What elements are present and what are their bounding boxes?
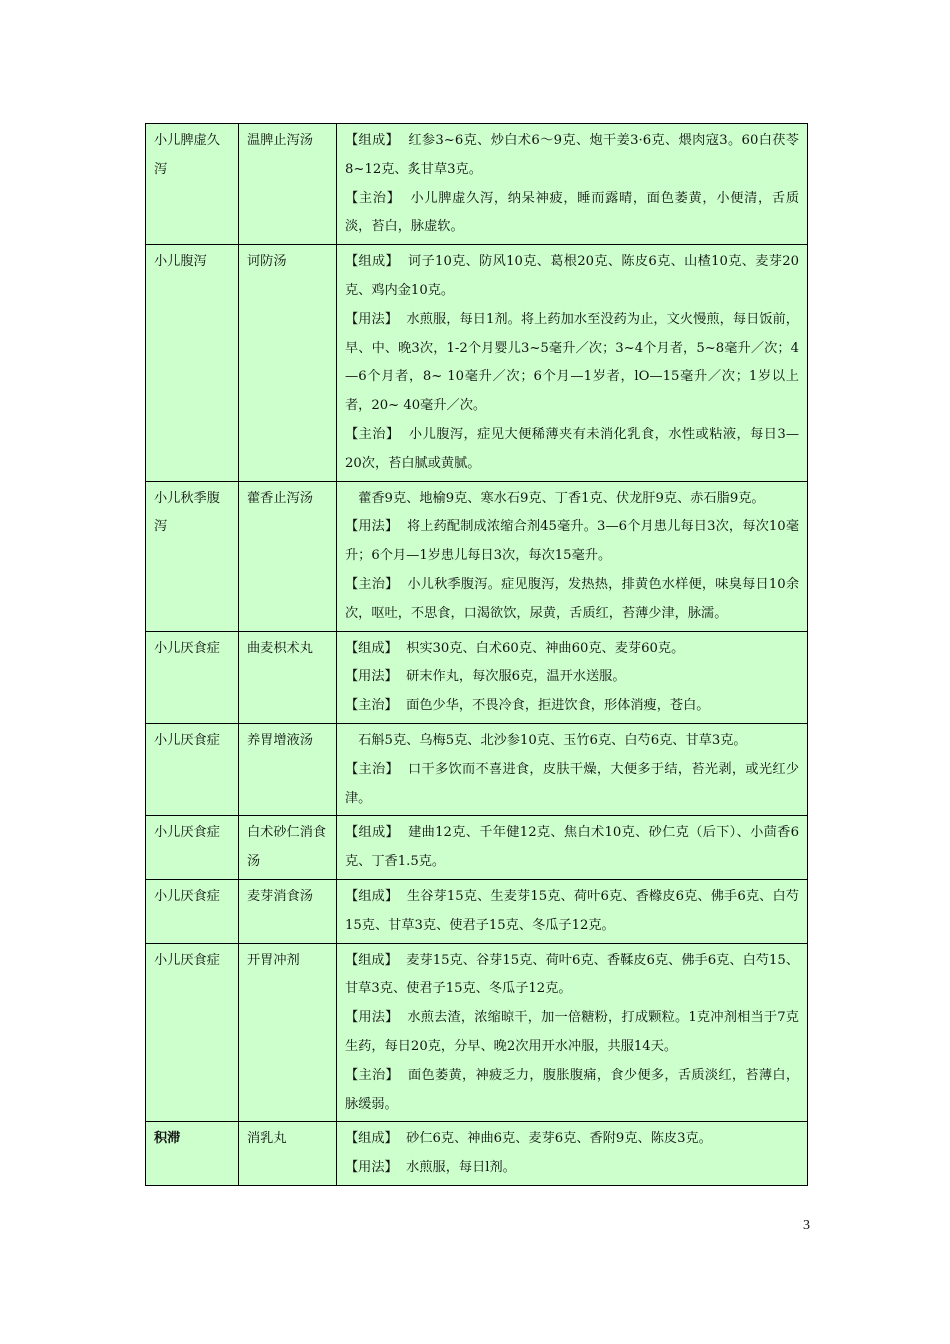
detail-paragraph bbox=[345, 485, 799, 514]
detail-paragraph bbox=[345, 571, 799, 629]
details-cell bbox=[337, 1122, 808, 1186]
disease-cell: 小儿厌食症 bbox=[146, 631, 239, 723]
section-tag: 【主治】 bbox=[345, 698, 398, 714]
table-row bbox=[146, 631, 808, 723]
detail-paragraph bbox=[345, 756, 799, 814]
detail-text: 面色少华，不畏冷食，拒进饮食，形体消瘦，苍白。 bbox=[406, 698, 710, 714]
table-row bbox=[146, 1122, 808, 1186]
formula-cell: 白术砂仁消食汤 bbox=[239, 816, 337, 880]
details-cell bbox=[337, 631, 808, 723]
section-tag: 【组成】 bbox=[345, 254, 400, 270]
section-tag: 【主治】 bbox=[345, 426, 400, 442]
detail-paragraph bbox=[345, 306, 799, 421]
detail-paragraph bbox=[345, 1125, 799, 1154]
section-tag: 【组成】 bbox=[345, 888, 399, 904]
detail-paragraph bbox=[345, 663, 799, 692]
details-cell bbox=[337, 723, 808, 815]
details-cell bbox=[337, 481, 808, 631]
detail-text: 枳实30克、白术60克、神曲60克、麦芽60克。 bbox=[406, 640, 685, 656]
section-tag: 【组成】 bbox=[345, 952, 398, 968]
detail-paragraph bbox=[345, 1154, 799, 1183]
table-row bbox=[146, 481, 808, 631]
detail-paragraph bbox=[345, 947, 799, 1005]
details-cell bbox=[337, 879, 808, 943]
disease-cell: 小儿厌食症 bbox=[146, 879, 239, 943]
detail-paragraph bbox=[345, 727, 799, 756]
section-tag: 【组成】 bbox=[345, 133, 400, 148]
section-tag: 【用法】 bbox=[345, 669, 398, 685]
detail-paragraph bbox=[345, 819, 799, 877]
detail-paragraph bbox=[345, 1062, 799, 1120]
table-row bbox=[146, 879, 808, 943]
detail-text: 麦芽15克、谷芽15克、荷叶6克、香鞣皮6克、佛手6克、白芍15、甘草3克、使君子15克、冬瓜子12克。 bbox=[345, 952, 800, 997]
detail-paragraph bbox=[345, 185, 799, 243]
disease-cell: 积滞 bbox=[146, 1122, 239, 1186]
formula-cell: 温脾止泻汤 bbox=[239, 124, 337, 245]
disease-cell: 小儿厌食症 bbox=[146, 816, 239, 880]
section-tag: 【组成】 bbox=[345, 1131, 398, 1147]
detail-text: 研末作丸，每次服6克，温开水送服。 bbox=[406, 669, 626, 685]
table-row bbox=[146, 816, 808, 880]
section-tag: 【主治】 bbox=[345, 761, 399, 777]
table-row bbox=[146, 943, 808, 1122]
detail-text: 诃子10克、防风10克、葛根20克、陈皮6克、山楂10克、麦芽20克、鸡内金10克。 bbox=[345, 254, 800, 298]
formula-cell: 诃防汤 bbox=[239, 245, 337, 481]
formula-cell: 藿香止泻汤 bbox=[239, 481, 337, 631]
detail-text: 生谷芽15克、生麦芽15克、荷叶6克、香橼皮6克、佛手6克、白芍15克、甘草3克、使君子15克、冬瓜子12克。 bbox=[345, 888, 800, 933]
detail-text: 小儿秋季腹泻。症见腹泻，发热热，排黄色水样便，味臭每日10余次，呕吐，不思食，口渴欲饮，尿黄，舌质红，苔薄少津，脉濡。 bbox=[345, 576, 800, 621]
detail-text: 藿香9克、地榆9克、寒水石9克、丁香1克、伏龙肝9克、赤石脂9克。 bbox=[358, 490, 765, 506]
detail-paragraph bbox=[345, 1004, 799, 1062]
section-tag: 【主治】 bbox=[345, 1067, 399, 1083]
section-tag: 【组成】 bbox=[345, 825, 400, 841]
formula-cell: 麦芽消食汤 bbox=[239, 879, 337, 943]
detail-paragraph bbox=[345, 635, 799, 664]
disease-cell: 小儿腹泻 bbox=[146, 245, 239, 481]
section-tag: 【组成】 bbox=[345, 640, 398, 656]
details-cell bbox=[337, 245, 808, 481]
page-number: 3 bbox=[803, 1218, 810, 1233]
detail-paragraph bbox=[345, 421, 799, 479]
disease-cell: 小儿厌食症 bbox=[146, 943, 239, 1122]
detail-text: 面色萎黄，神疲乏力，腹胀腹痛，食少便多，舌质淡红，苔薄白，脉缓弱。 bbox=[345, 1067, 800, 1112]
disease-cell: 小儿秋季腹泻 bbox=[146, 481, 239, 631]
formula-cell: 开胃冲剂 bbox=[239, 943, 337, 1122]
detail-text: 水煎服，每日l剂。 bbox=[406, 1160, 516, 1176]
detail-text: 小儿脾虚久泻，纳呆神疲，睡而露晴，面色萎黄，小便清，舌质淡，苔白，脉虚软。 bbox=[345, 190, 800, 235]
details-cell bbox=[337, 943, 808, 1122]
section-tag: 【用法】 bbox=[345, 311, 398, 327]
detail-paragraph bbox=[345, 127, 799, 185]
detail-paragraph bbox=[345, 513, 799, 571]
detail-text: 红参3~6克、炒白术6～9克、炮干姜3·6克、煨肉寇3。60白茯苓8~12克、炙甘草3克。 bbox=[345, 133, 799, 177]
detail-text: 将上药配制成浓缩合剂45毫升。3—6个月患儿每日3次，每次10毫升；6个月—1岁患儿每日3次，每次15毫升。 bbox=[345, 519, 800, 564]
detail-text: 小儿腹泻，症见大便稀薄夹有未消化乳食，水性或粘液，每日3—20次，苔白腻或黄腻。 bbox=[345, 426, 800, 471]
detail-text: 水煎去渣，浓缩晾干，加一倍糖粉，打成颗粒。1克冲剂相当于7克生药，每日20克，分早、晚2次用开水冲服，共服14天。 bbox=[345, 1010, 799, 1054]
disease-cell: 小儿脾虚久泻 bbox=[146, 124, 239, 245]
detail-text: 石斛5克、乌梅5克、北沙参10克、玉竹6克、白芍6克、甘草3克。 bbox=[358, 732, 747, 748]
section-tag: 【用法】 bbox=[345, 1010, 399, 1026]
detail-text: 建曲12克、千年健12克、焦白术10克、砂仁克（后下）、小茴香6克、丁香1.5克。 bbox=[345, 825, 800, 870]
detail-text: 口干多饮而不喜进食，皮肤干燥，大便多于结，苔光剥，或光红少津。 bbox=[345, 761, 800, 806]
detail-paragraph bbox=[345, 883, 799, 941]
section-tag: 【用法】 bbox=[345, 519, 399, 535]
table-row bbox=[146, 245, 808, 481]
section-tag: 【主治】 bbox=[345, 190, 401, 206]
disease-cell: 小儿厌食症 bbox=[146, 723, 239, 815]
detail-paragraph bbox=[345, 248, 799, 306]
details-cell bbox=[337, 124, 808, 245]
formula-cell: 养胃增液汤 bbox=[239, 723, 337, 815]
section-tag: 【用法】 bbox=[345, 1160, 398, 1176]
formula-cell: 消乳丸 bbox=[239, 1122, 337, 1186]
detail-text: 水煎服，每日1剂。将上药加水至没药为止，文火慢煎，每日饭前，早、中、晚3次，1-2个月婴儿3~5毫升／次；3~4个月者，5~8毫升／次；4—6个月者，8~ 10毫升／次；6个月—1岁者，lO—15毫升／次；1岁以上者，20~ 40毫升／次。 bbox=[345, 311, 799, 414]
prescription-table bbox=[145, 123, 808, 1186]
formula-cell: 曲麦枳术丸 bbox=[239, 631, 337, 723]
prescription-table-body bbox=[146, 124, 808, 1186]
table-row bbox=[146, 723, 808, 815]
details-cell bbox=[337, 816, 808, 880]
section-tag: 【主治】 bbox=[345, 576, 399, 592]
detail-paragraph bbox=[345, 692, 799, 721]
detail-text: 砂仁6克、神曲6克、麦芽6克、香附9克、陈皮3克。 bbox=[406, 1131, 712, 1147]
table-row bbox=[146, 124, 808, 245]
